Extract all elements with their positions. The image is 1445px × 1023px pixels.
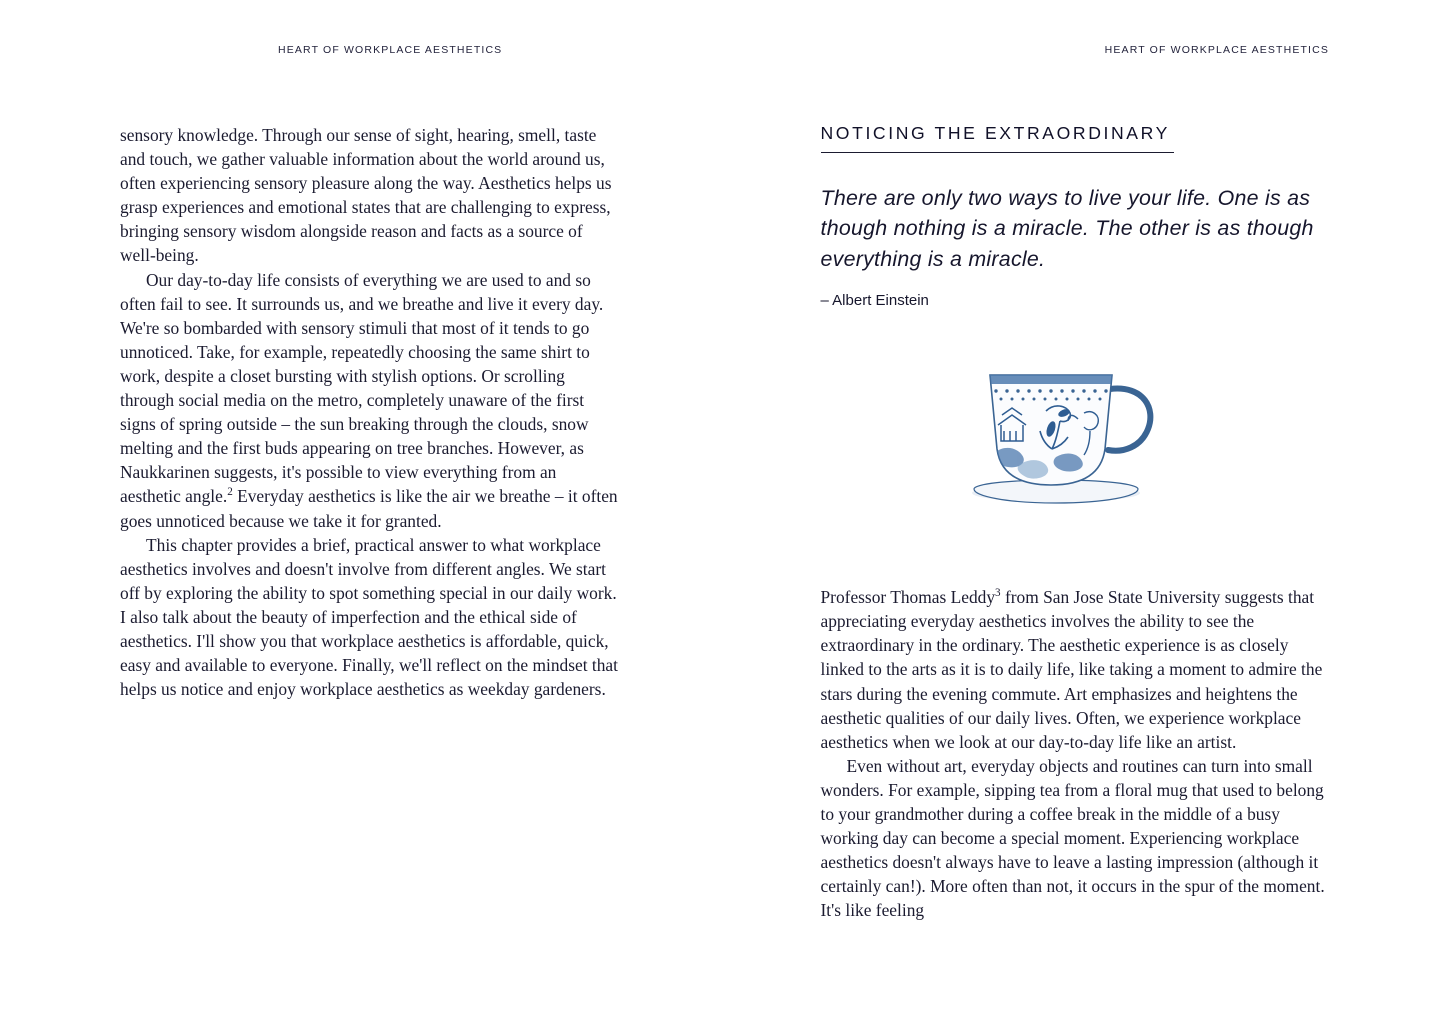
paragraph-text-tail: from San Jose State University suggests that appreciating everyday aesthetics involves the ability to see the extraordinary in the ordinary. The aesthetic experience is as closely linked to the arts as it is to daily life, like taking a moment to admire the stars during the evening commute. Art emphasizes and heightens the aesthetic qualities of our daily lives. Often, we experience workplace aesthetics when we look at our day-to-day life like an artist.: [820, 587, 1323, 752]
right-text-column: [821, 123, 1329, 922]
paragraph: Even without art, everyday objects and routines can turn into small wonders. For example, sipping tea from a floral mug that used to belong to your grandmother during a coffee break in the middle of a busy working day can become a special moment. Experiencing workplace aesthetics doesn't always have to leave a lasting impression (although it certainly can!). More often than not, it occurs in the spur of the moment. It's like feeling: [820, 755, 1325, 921]
pull-quote: There are only two ways to live your life. One is as though nothing is a miracle. The other is as though everything is a miracle.: [820, 186, 1314, 271]
paragraph-text-tail: Everyday aesthetics is like the air we breathe – it often goes unnoticed because we take it for granted.: [120, 486, 618, 531]
paragraph: sensory knowledge. Through our sense of sight, hearing, smell, taste and touch, we gather valuable information about the world around us, often experiencing sensory pleasure along the way. Aesthetics helps us grasp experiences and emotional states that are challenging to express, bringing sensory wisdom alongside reason and facts as a source of well-being.: [120, 125, 612, 266]
section-heading: NOTICING THE EXTRAORDINARY: [821, 123, 1174, 153]
paragraph-text: Our day-to-day life consists of everything we are used to and so often fail to see. It surrounds us, and we breathe and live it every day. We're so bombarded with sensory stimuli that most of it tends to go unnoticed. Take, for example, repeatedly choosing the same shirt to work, despite a closet bursting with stylish options. Or scrolling through social media on the metro, completely unaware of the first signs of spring outside – the sun breaking through the clouds, snow melting and the first buds appearing on tree branches. However, as Naukkarinen suggests, it's possible to view everything from an aesthetic angle.: [120, 269, 604, 507]
figure-teacup: [821, 353, 1329, 533]
blue-floral-teacup-illustration: [960, 353, 1190, 528]
running-head-left: HEART OF WORKPLACE AESTHETICS: [278, 44, 503, 56]
paragraph-text: Professor Thomas Leddy: [820, 587, 996, 608]
right-page: [723, 0, 1445, 1023]
paragraph: This chapter provides a brief, practical answer to what workplace aesthetics involves and doesn't involve from different angles. We start off by exploring the ability to spot something special in our daily work. I also talk about the beauty of imperfection and the ethical side of aesthetics. I'll show you that workplace aesthetics is affordable, quick, easy and available to everyone. Finally, we'll reflect on the mindset that helps us notice and enjoy workplace aesthetics as weekday gardeners.: [120, 534, 618, 700]
paragraph: [821, 585, 1329, 754]
footnote-ref-2: 2: [227, 486, 233, 499]
running-head-right: HEART OF WORKPLACE AESTHETICS: [1104, 44, 1329, 56]
right-body-text: [821, 585, 1329, 922]
quote-attribution: – Albert Einstein: [820, 292, 929, 310]
paragraph: [120, 268, 620, 533]
footnote-ref-3: 3: [995, 587, 1001, 600]
left-text-column: [120, 123, 620, 701]
